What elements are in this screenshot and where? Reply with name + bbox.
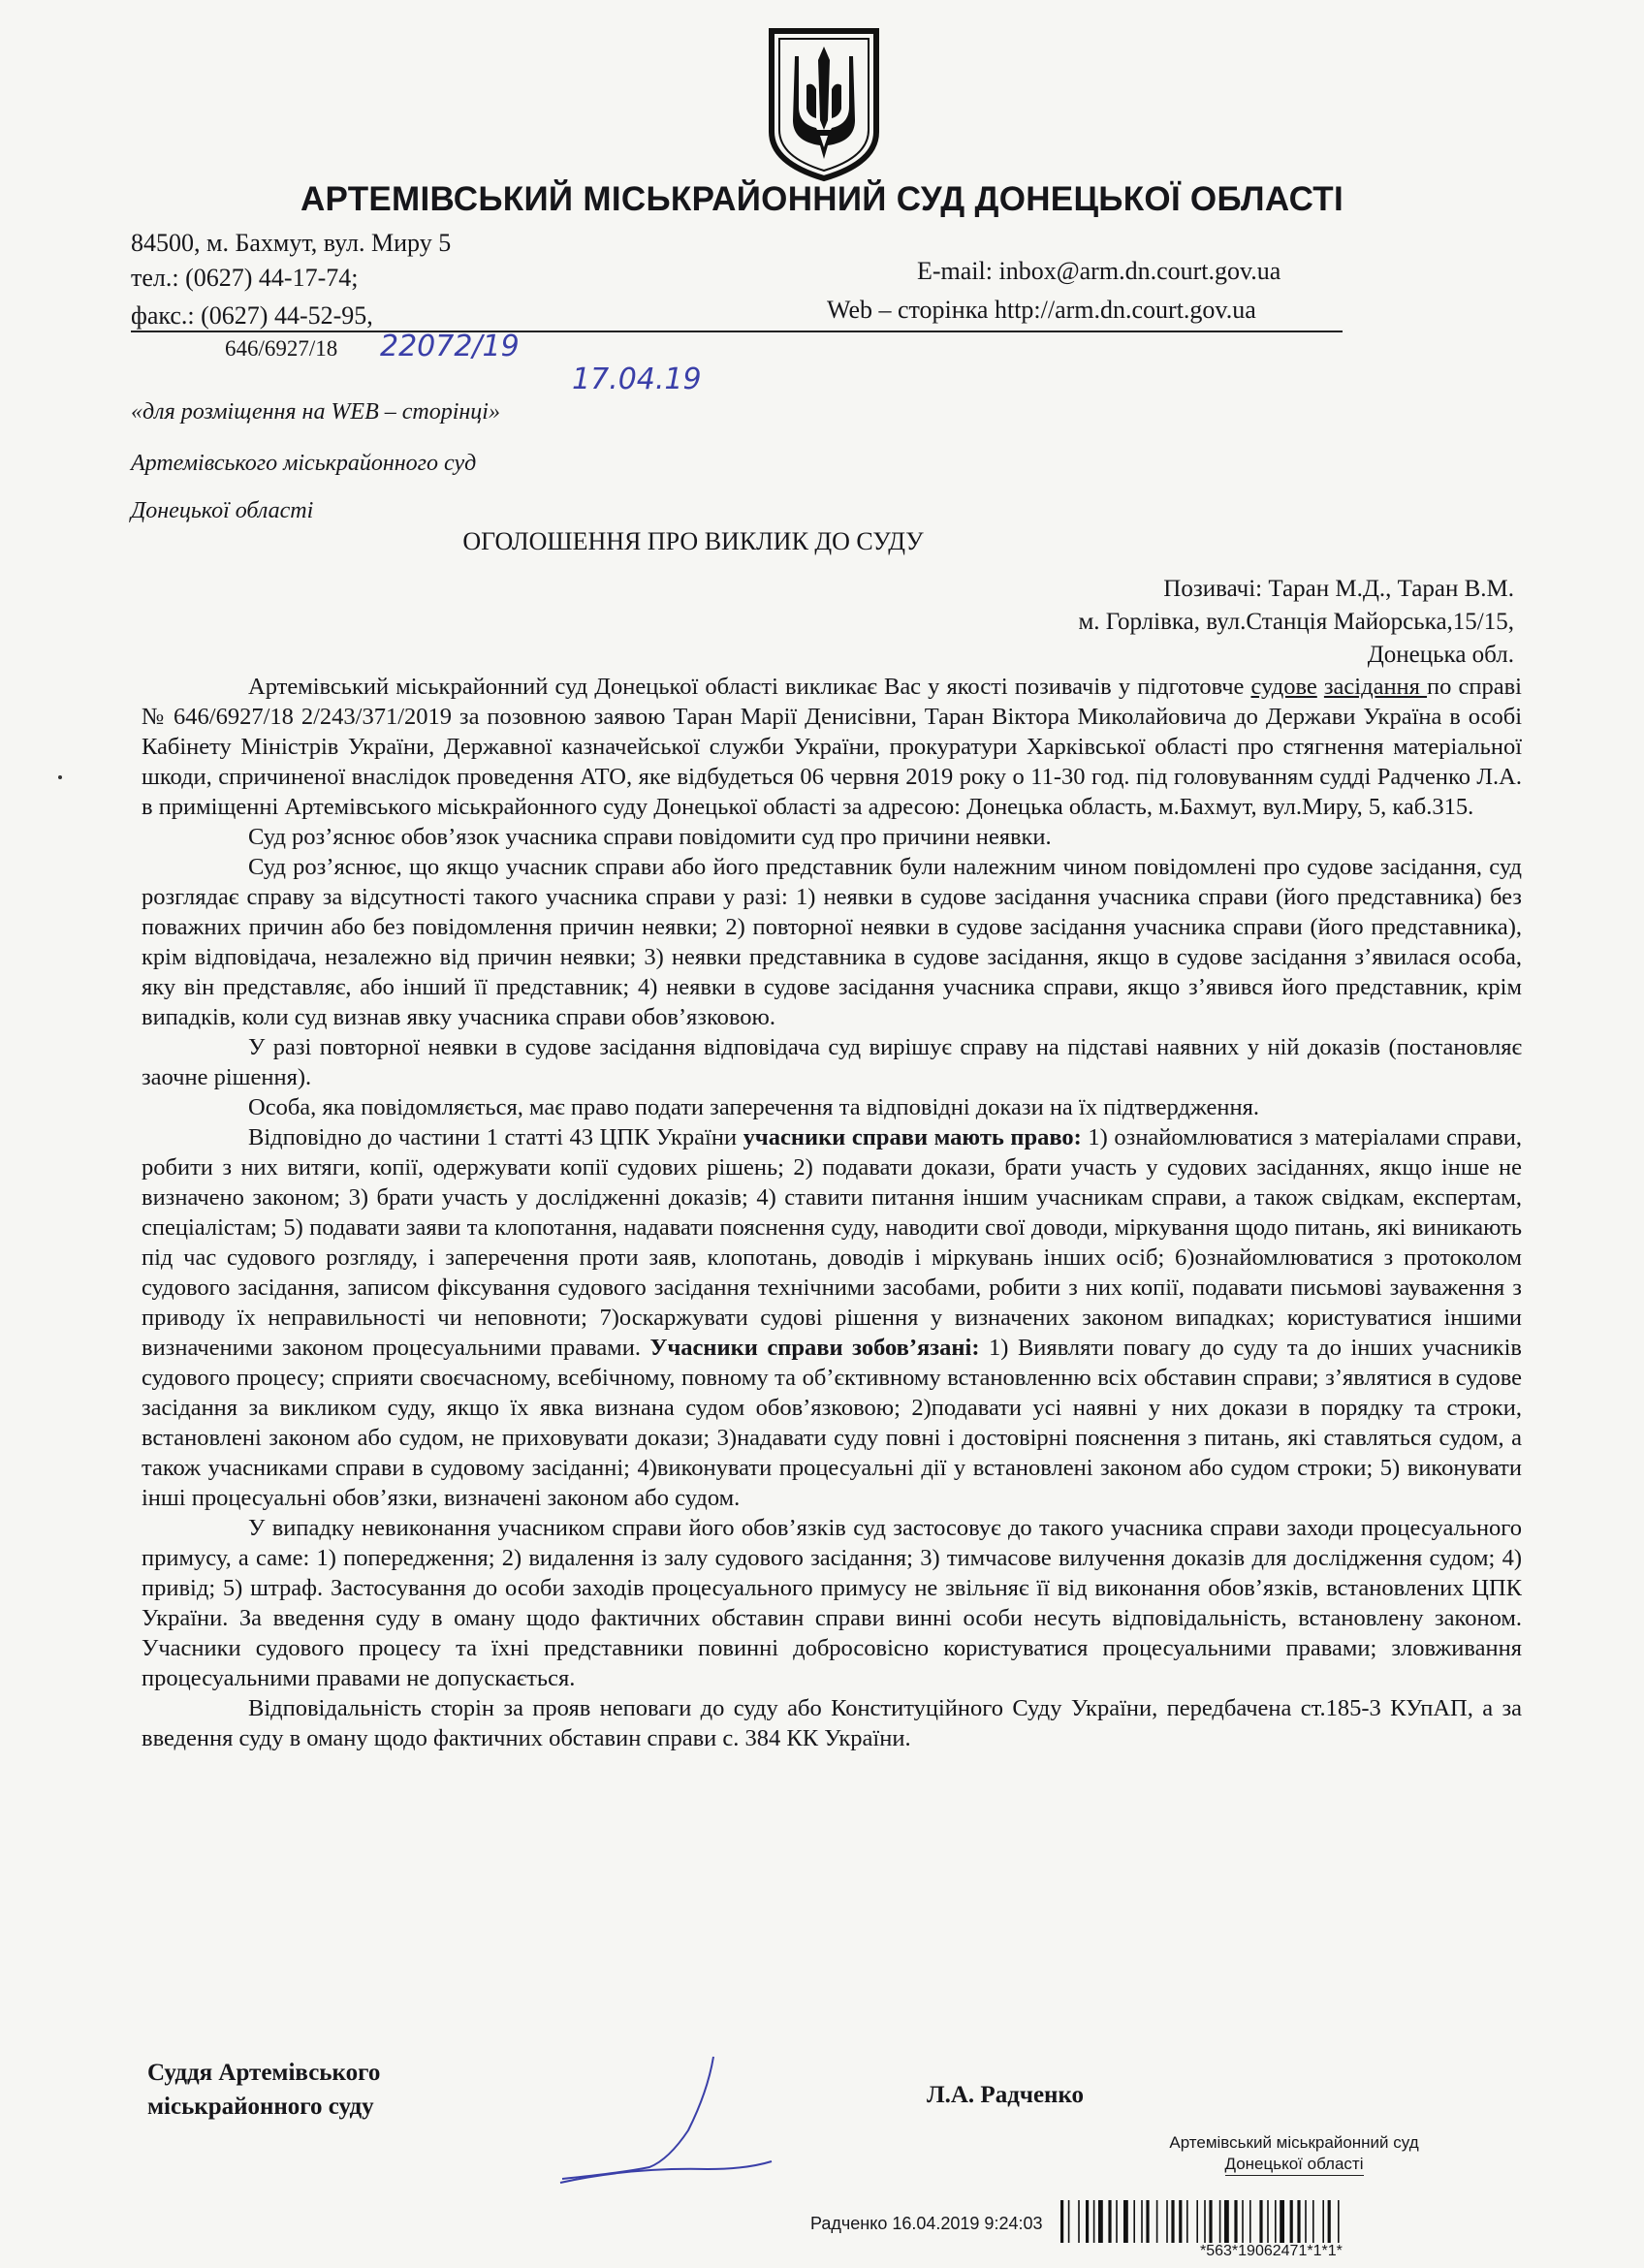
judge-name: Л.А. Радченко [927,2082,1085,2108]
summons-text-cont: по справі № 646/6927/18 2/243/371/2019 за позовною заявою Таран Марії Денисівни, Таран Віктора Миколайовича до Держави Україна в особі Кабінету Міністрів України, Державної казначейської служби України, прокуратури Харківської області про стягнення матеріальної шкоди, спричиненої внаслідок проведення АТО, яке відбудеться 06 червня 2019 року о 11-30 год. під головуванням судді Радченко Л.А. в приміщенні Артемівського міськрайонного суду Донецької області за адресою: Донецька область, м.Бахмут, вул.Миру, 5, каб.315. [142,674,1522,820]
barcode-number: *563*19062471*1*1* [1200,2243,1343,2259]
stamp-court-line1: Артемівський міськрайонний суд [1169,2133,1419,2152]
paragraph-obligation: Суд роз’яснює обов’язок учасника справи повідомити суд про причини неявки. [248,824,1052,850]
paragraph-summons [142,672,1522,822]
summons-text: Артемівський міськрайонний суд Донецької області викликає Вас у якості позивачів у підготовче [248,674,1251,700]
duties-text: 1) Виявляти повагу до суду та до інших учасників судового процесу; сприяти своєчасному, всебічному, повному та об’єктивному встановленню всіх обставин справи; з’являтися в судове засідання за викликом суду, якщо їх явка визнана судом обов’язковою; 2)подавати усі наявні у них докази в порядку та строки, встановлені законом або судом, не приховувати докази; 3)надавати суду повні і достовірні пояснення з питань, які ставляться судом, а також учасниками справи в судовому засіданні; 4)виконувати процесуальні дії у встановлені законом або судом строки; 5) виконувати інші процесуальні обов’язки, визначені законом або судом. [142,1335,1522,1511]
document-body [142,672,1522,1753]
rights-heading: учасники справи мають право: [743,1124,1082,1150]
court-stamp [1124,2132,1464,2176]
court-name: АРТЕМІВСЬКИЙ МІСЬКРАЙОННИЙ СУД ДОНЕЦЬКОЇ ОБЛАСТІ [300,180,1344,218]
summons-underline-1: судове [1250,674,1317,700]
paragraph-objection: Особа, яка повідомляється, має право подати заперечення та відповідні докази на їх підтвердження. [248,1094,1259,1120]
document-title: ОГОЛОШЕННЯ ПРО ВИКЛИК ДО СУДУ [462,527,924,555]
scan-speck [58,775,62,779]
rights-text: 1) ознайомлюватися з матеріалами справи, робити з них витяги, копії, одержувати копії судових рішень; 2) подавати докази, брати участь у судових засіданнях, якщо інше не визначено законом; 3) брати участь у дослідженні доказів; 4) ставити питання іншим учасникам справи, а також свідкам, експертам, спеціалістам; 5) подавати заяви та клопотання, надавати пояснення суду, наводити свої доводи, міркування щодо питань, які виникають під час судового розгляду, і заперечення проти заяв, клопотань, доводів і міркувань інших осіб; 6)ознайомлюватися з протоколом судового засідання, записом фіксування судового засідання технічними засобами, робити з них копії, подавати письмові зауваження з приводу їх неправильності чи неповноти; 7)оскаржувати судові рішення у визначених законом випадках; користуватися іншими визначеними законом процесуальними правами. [142,1124,1522,1361]
judge-title-line1: Суддя Артемівського [147,2060,381,2086]
summons-underline-2: засідання [1323,674,1428,700]
handwritten-reference: 22072/19 [380,330,520,363]
paragraph-rights [142,1122,1522,1513]
handwritten-date: 17.04.19 [572,362,702,396]
addressee-plaintiffs: Позивачі: Таран М.Д., Таран В.М. [1163,576,1514,602]
court-fax: факс.: (0627) 44-52-95, [131,301,373,330]
paragraph-liability: Відповідальність сторін за прояв неповаги до суду або Конституційного Суду України, передбачена ст.185-3 КУпАП, а за введення суду в оману щодо фактичних обставин справи с. 384 КК України. [142,1695,1522,1751]
paragraph-absence: Суд роз’яснює, що якщо учасник справи або його представник були належним чином повідомлені про судове засідання, суд розглядає справу за відсутності такого учасника справи у разі: 1) неявки в судове засідання учасника справи (його представника) без поважних причин або без повідомлення причин неявки; 2) повторної неявки в судове засідання учасника справи (його представника), крім відповідача, незалежно від причин неявки; 3) неявки представника в судове засідання, якщо в судове засідання з’явилася особа, яку він представляє, або інший її представник; 4) неявки в судове засідання учасника справи, якщо з’явився його представник, крім випадків, коли суд визнав явку учасника справи обов’язковою. [142,854,1522,1030]
addressee-address: м. Горлівка, вул.Станція Майорська,15/15, [1078,609,1514,635]
judge-title [147,2056,380,2124]
registration-stamp: Радченко 16.04.2019 9:24:03 [810,2214,1043,2233]
court-phone: тел.: (0627) 44-17-74; [131,264,359,292]
handwritten-signature [543,2053,775,2189]
duties-heading: Учасники справи зобов’язані: [649,1335,980,1361]
header-divider [131,331,1343,332]
case-number: 646/6927/18 [225,336,338,361]
paragraph-coercion: У випадку невиконання учасником справи його обов’язків суд застосовує до такого учасника справи заходи процесуального примусу, а саме: 1) попередження; 2) видалення із залу судового засідання; 3) тимчасове вилучення доказів для дослідження судом; 4) привід; 5) штраф. Застосування до особи заходів процесуального примусу не звільняє її від виконання обов’язків, встановлених ЦПК України. За введення суду в оману щодо фактичних обставин справи винні особи несуть відповідальність, встановлену законом. Учасники судового процесу та їхні представники повинні добросовісно користуватися процесуальними правами; зловживання процесуальними правами не допускається. [142,1515,1522,1691]
addressee-region: Донецька обл. [1367,642,1514,668]
placement-note-line2: Артемівського міськрайонного суд [131,451,477,476]
stamp-court-line2: Донецької області [1225,2154,1364,2176]
barcode [1059,2200,1427,2243]
judge-title-line2: міськрайонного суду [147,2094,374,2120]
placement-note-line3: Донецької області [131,498,314,523]
coat-of-arms-icon [766,27,882,182]
court-address: 84500, м. Бахмут, вул. Миру 5 [131,229,452,257]
court-web: Web – сторінка http://arm.dn.court.gov.ua [827,296,1256,324]
rights-intro: Відповідно до частини 1 статті 43 ЦПК України [248,1124,743,1150]
placement-note-line1: «для розміщення на WEB – сторінці» [131,399,500,425]
court-email: E-mail: inbox@arm.dn.court.gov.ua [917,257,1281,285]
paragraph-repeat-absence: У разі повторної неявки в судове засідання відповідача суд вирішує справу на підставі наявних у ній доказів (постановляє заочне рішення). [142,1034,1522,1090]
